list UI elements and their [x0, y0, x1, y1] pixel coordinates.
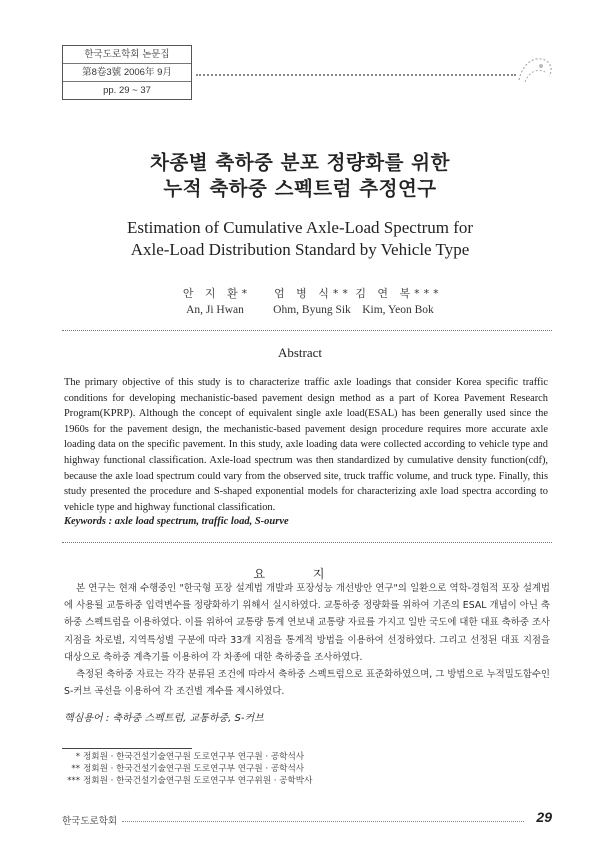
journal-name: 한국도로학회 논문집 [63, 46, 191, 64]
separator-top [62, 330, 552, 331]
korean-summary-paragraph-2: 측정된 축하중 자료는 각각 분류된 조건에 따라서 축하중 스펙트럼으로 표준화하였으며, 그 방법으로 누적밀도함수인 S-커브 곡선을 이용하여 각 조건별 계수를 제시하였다. [64, 669, 550, 698]
footer-society: 한국도로학회 [62, 816, 118, 827]
footnotes [62, 752, 312, 787]
footer-dotted-rule [122, 821, 524, 822]
journal-pages: pp. 29 ~ 37 [103, 85, 151, 96]
english-title-line-1: Estimation of Cumulative Axle-Load Spectrum for [126, 218, 474, 237]
korean-title-line-1: 차종별 축하중 분포 정량화를 위한 [150, 151, 450, 174]
korean-summary-body [64, 580, 550, 700]
korean-summary-heading: 요 지 [253, 567, 347, 581]
abstract-text: The primary objective of this study is to characterize traffic axle loadings that consider Korea specific traffic conditions for developing mechanistic-based pavement design method as a part of Korea Pavement Research Program(KPRP). Although the concept of equivalent single axle load(ESAL) has been generally used since the 1960s for the pavement design, the mechanistic-based pavement design procedure requires more accurate axle loading data on the specific pavement. In this study, axle loading data were collected according to vehicle type and highway functional classification. Axle-load spectrum was then standardized by cumulative density function(cdf), because the axle load spectrum could vary from the observed site, truck traffic volume, and truck type. Finally, this study presented the procedure and S-shaped exponential models for characterizing axle load spectra according to vehicle type and highway functional classification. [64, 377, 548, 513]
footnote: ** 정회원 · 한국건설기술연구원 도로연구부 연구원 · 공학석사 [71, 763, 305, 774]
author-1-english: An, Ji Hwan [186, 304, 244, 316]
footnote: * 정회원 · 한국건설기술연구원 도로연구부 연구원 · 공학석사 [75, 752, 305, 762]
korean-summary-paragraph-1: 본 연구는 현재 수행중인 "한국형 포장 설계법 개발과 포장성능 개선방안 연구"의 일환으로 역학-경험적 포장 설계법에 사용될 교통하중 입력변수를 정량화하기 위해서 실시하였다. 교통하중 정량화를 위하여 기존의 ESAL 개념이 아닌 축하중 스펙트럼을 이용하였다. 이를 위하여 교통량 통계 연보내 교통량 자료를 가지고 일반 국도에 대한 대표 축하중 조사지점을 차로별, 지역특성별 구분에 따라 33개 지점을 통계적 방법을 이용하여 선정하였다. 그리고 선정된 대표 지점을 대상으로 축하중 계측기를 이용하여 각 차종에 대한 축하중을 조사하였다. [64, 583, 550, 663]
author-3-korean: 김 연 복*** [355, 287, 443, 300]
korean-title-line-2: 누적 축하중 스펙트럼 추정연구 [163, 177, 437, 200]
journal-emblem-icon [515, 52, 555, 88]
author-2-korean: 엄 병 식** [274, 287, 352, 300]
journal-info-box [62, 45, 192, 100]
english-title-line-2: Axle-Load Distribution Standard by Vehicle Type [130, 240, 470, 259]
page-footer [62, 810, 552, 830]
abstract-heading: Abstract [277, 345, 323, 360]
separator-middle [62, 542, 552, 543]
author-3-english: Kim, Yeon Bok [362, 304, 434, 316]
english-keywords: Keywords : axle load spectrum, traffic load, S-ourve [64, 516, 289, 527]
journal-volume: 第8卷3號 2006年 9月 [63, 64, 191, 82]
author-2-english: Ohm, Byung Sik [273, 304, 351, 316]
header-dotted-rule [196, 74, 516, 76]
page-number: 29 [536, 809, 552, 825]
footnote-rule [62, 748, 192, 749]
footnote: *** 정회원 · 한국건설기술연구원 도로연구부 연구위원 · 공학박사 [67, 775, 313, 786]
korean-keywords: 핵심용어 : 축하중 스펙트럼, 교통하중, S-커브 [64, 713, 264, 724]
author-1-korean: 안 지 환* [182, 287, 252, 300]
